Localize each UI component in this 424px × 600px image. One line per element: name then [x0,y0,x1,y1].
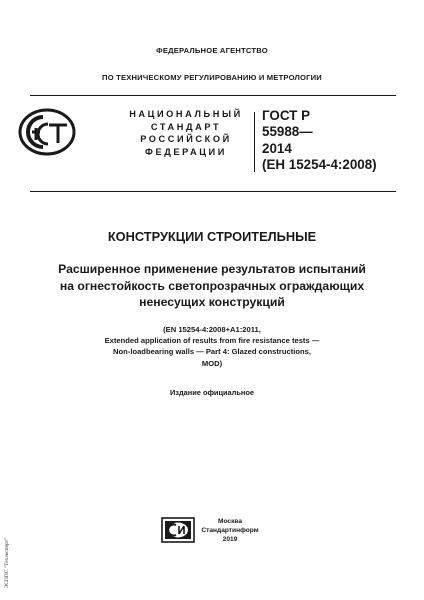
english-line-4: MOD) [201,358,223,368]
publisher-block [198,517,262,544]
gost-r-logo-icon [18,108,76,156]
top-divider [30,95,396,96]
subtitle-line-3: ненесущих конструкций [139,295,285,310]
english-line-1: (EN 15254-4:2008+A1:2011, [163,325,261,334]
gost-line-3: 2014 [262,140,292,156]
national-standard-label [112,108,260,158]
vertical-divider [254,112,255,172]
gost-line-4: (ЕН 15254-4:2008) [262,157,377,173]
document-subtitle [20,261,404,311]
side-watermark [2,531,12,595]
bottom-divider [30,191,396,192]
side-watermark-text: ЭСППС "Техэксперт" [4,537,10,589]
official-edition-label: Издание официальное [169,388,254,397]
publisher-year: 2019 [222,536,238,543]
standartinform-logo-icon [161,517,195,543]
national-line-4: ФЕДЕРАЦИИ [145,146,227,157]
agency-line-1: ФЕДЕРАЛЬНОЕ АГЕНТСТВО [156,46,268,55]
document-title: КОНСТРУКЦИИ СТРОИТЕЛЬНЫЕ [107,229,317,244]
publisher-city: Москва [217,518,243,525]
standard-designation [262,108,377,174]
national-line-1: НАЦИОНАЛЬНЫЙ [129,109,243,119]
english-line-3: Non-loadbearing walls — Part 4: Glazed constructions, [113,347,311,357]
national-line-3: РОССИЙСКОЙ [140,134,232,145]
gost-line-1: ГОСТ Р [262,108,310,123]
subtitle-line-1: Расширенное применение результатов испытаний [58,262,366,276]
english-line-2: Extended application of results from fire resistance tests — [104,336,320,346]
english-reference [20,324,404,369]
national-line-2: СТАНДАРТ [150,121,222,132]
publisher-name: Стандартинформ [201,527,259,534]
gost-line-2: 55988— [262,124,313,140]
subtitle-line-2: на огнестойкость светопрозрачных ограждающих [59,278,365,293]
agency-line-2: ПО ТЕХНИЧЕСКОМУ РЕГУЛИРОВАНИЮ И МЕТРОЛОГИИ [102,73,322,82]
